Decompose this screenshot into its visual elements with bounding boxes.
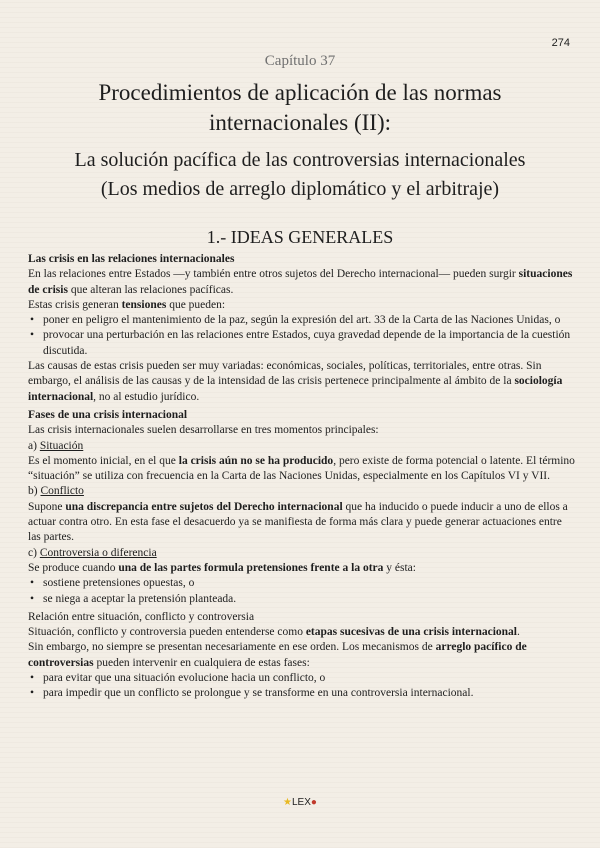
star-icon: ★ [283,797,292,808]
title-line-2: internacionales (II): [209,110,391,135]
title-line-1: Procedimientos de aplicación de las normas [98,80,502,105]
phase-a-label: a) Situación [28,439,84,452]
page-subtitle [0,146,600,204]
page-title [0,78,600,138]
list-item: • poner en peligro el mantenimiento de la paz, según la expresión del art. 33 de la Carta de las Naciones Unidas, o [28,313,576,328]
drop-icon: ● [310,797,317,808]
block1-bullet-list [28,313,576,359]
phase-c-text: Se produce cuando una de las partes formula pretensiones frente a la otra y ésta: [28,561,416,574]
content-body [28,252,576,702]
subtitle-line-1: La solución pacífica de las controversias internacionales [74,149,526,171]
block3-heading: Relación entre situación, conflicto y controversia [28,610,255,623]
block2-heading: Fases de una crisis internacional [28,408,188,421]
phase-c-label: c) Controversia o diferencia [28,546,157,559]
block1-paragraph-3: Las causas de estas crisis pueden ser muy variadas: económicas, sociales, políticas, territoriales, entre otras. Sin embargo, el análisis de las causas y de la intensidad de las crisis pertenece principalmente al ámbito de la sociología internacional, no al estudio jurídico. [28,360,563,403]
footer-logo [0,797,600,808]
phase-b-text: Supone una discrepancia entre sujetos del Derecho internacional que ha inducido o puede inducir a uno de ellos a actuar contra otro. En esta fase el desacuerdo ya se manifiesta de forma más clara y puede generar actuaciones entre las partes. [28,500,568,544]
block1-heading: Las crisis en las relaciones internacionales [28,253,235,265]
block1-paragraph-1: En las relaciones entre Estados —y también entre otros sujetos del Derecho internacional— pueden surgir situaciones de crisis que alteran las relaciones pacíficas. [28,268,573,296]
block1-paragraph-2: Estas crisis generan tensiones que pueden: [28,298,226,311]
phase-c-bullet-list [28,576,576,607]
logo-text: LEX [292,797,311,808]
chapter-label: Capítulo 37 [264,53,336,69]
list-item: • se niega a aceptar la pretensión planteada. [28,592,576,607]
phase-b-label: b) Conflicto [28,485,84,498]
page-number: 274 [551,37,570,49]
phase-a-text: Es el momento inicial, en el que la crisis aún no se ha producido, pero existe de forma potencial o latente. El término “situación” se utiliza con frecuencia en la Carta de las Naciones Unidas, especialmente en los Capítulos VI y VII. [28,454,575,483]
block3-paragraph-1: Situación, conflicto y controversia pueden entenderse como etapas sucesivas de una crisis internacional. [28,626,520,639]
block3-paragraph-2: Sin embargo, no siempre se presentan necesariamente en ese orden. Los mecanismos de arreglo pacífico de controversias pueden intervenir en cualquiera de estas fases: [28,641,527,669]
section-heading: 1.- IDEAS GENERALES [206,227,394,247]
list-item: • para impedir que un conflicto se prolongue y se transforme en una controversia internacional. [28,686,576,701]
list-item: • provocar una perturbación en las relaciones entre Estados, cuya gravedad depende de la importancia de la cuestión discutida. [28,328,576,359]
block3-bullet-list [28,671,576,702]
block2-intro: Las crisis internacionales suelen desarrollarse en tres momentos principales: [28,424,379,437]
subtitle-line-2: (Los medios de arreglo diplomático y el arbitraje) [100,178,500,200]
list-item: • para evitar que una situación evolucione hacia un conflicto, o [28,671,576,686]
list-item: • sostiene pretensiones opuestas, o [28,576,576,591]
